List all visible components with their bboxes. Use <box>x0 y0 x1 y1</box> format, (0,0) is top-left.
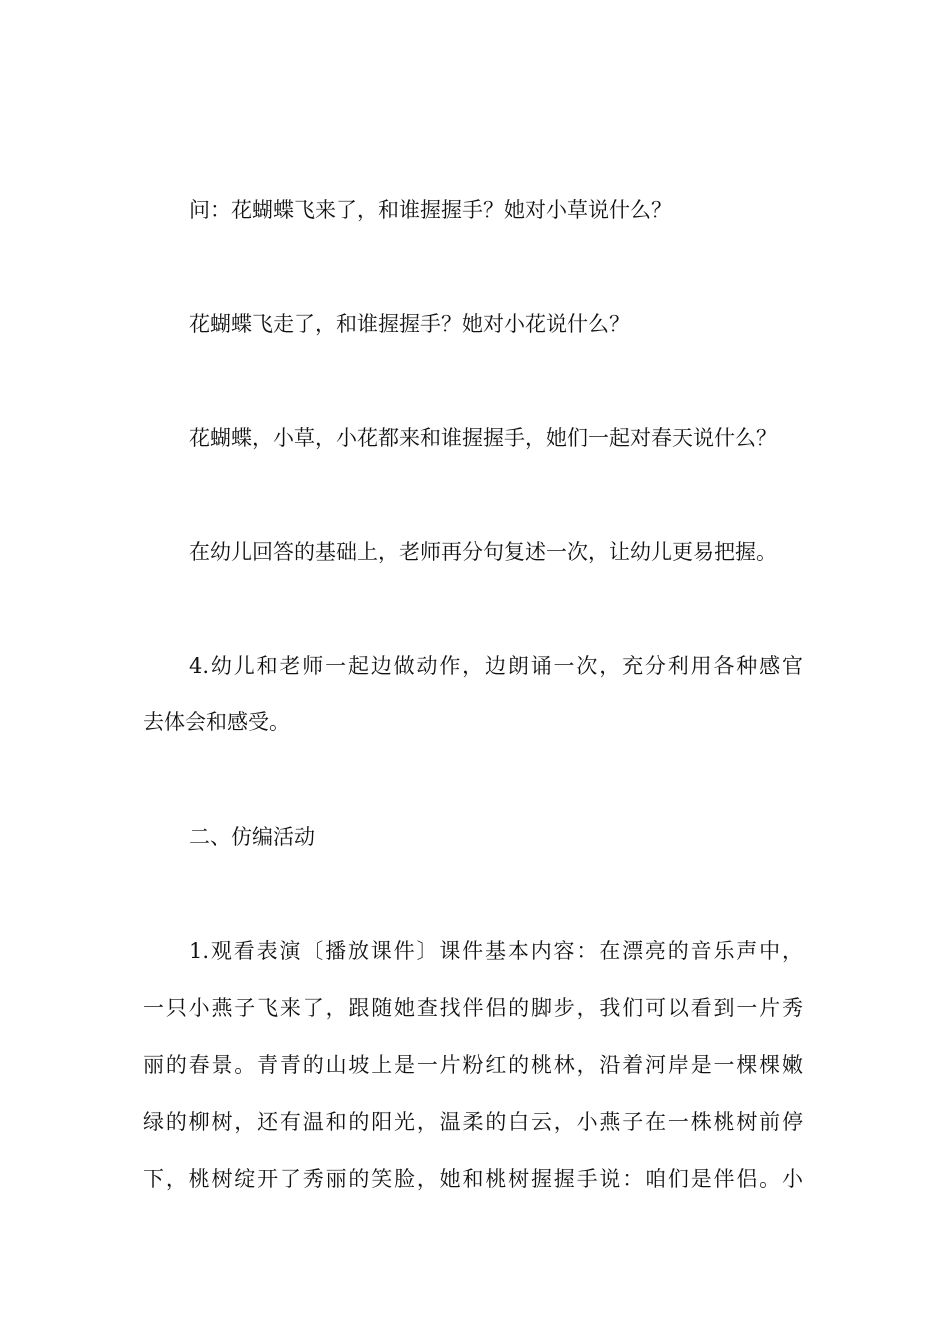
teacher-repeat-line: 在幼儿回答的基础上，老师再分句复述一次，让幼儿更易把握。 <box>189 540 777 564</box>
step-1-line-5: 下，桃树绽开了秀丽的笑脸，她和桃树握握手说：咱们是伴侣。小 <box>143 1167 803 1191</box>
question-line-butterfly-grass: 问：花蝴蝶飞来了，和谁握握手？她对小草说什么？ <box>189 198 672 222</box>
step-1-line-1: 1.观看表演〔播放课件〕课件基本内容：在漂亮的音乐声中， <box>189 939 803 963</box>
question-line-spring: 花蝴蝶，小草，小花都来和谁握握手，她们一起对春天说什么？ <box>189 426 777 450</box>
question-line-butterfly-flower: 花蝴蝶飞走了，和谁握握手？她对小花说什么？ <box>189 312 630 336</box>
step-1-line-2: 一只小燕子飞来了，跟随她查找伴侣的脚步，我们可以看到一片秀 <box>143 996 803 1020</box>
step-4-line-2: 去体会和感受。 <box>143 710 290 734</box>
step-1-line-4: 绿的柳树，还有温和的阳光，温柔的白云，小燕子在一株桃树前停 <box>143 1110 803 1134</box>
step-1-line-3: 丽的春景。青青的山坡上是一片粉红的桃林，沿着河岸是一棵棵嫩 <box>143 1053 803 1077</box>
section-heading-imitation: 二、仿编活动 <box>189 825 315 849</box>
step-4-line-1: 4.幼儿和老师一起边做动作，边朗诵一次，充分利用各种感官 <box>189 654 803 678</box>
